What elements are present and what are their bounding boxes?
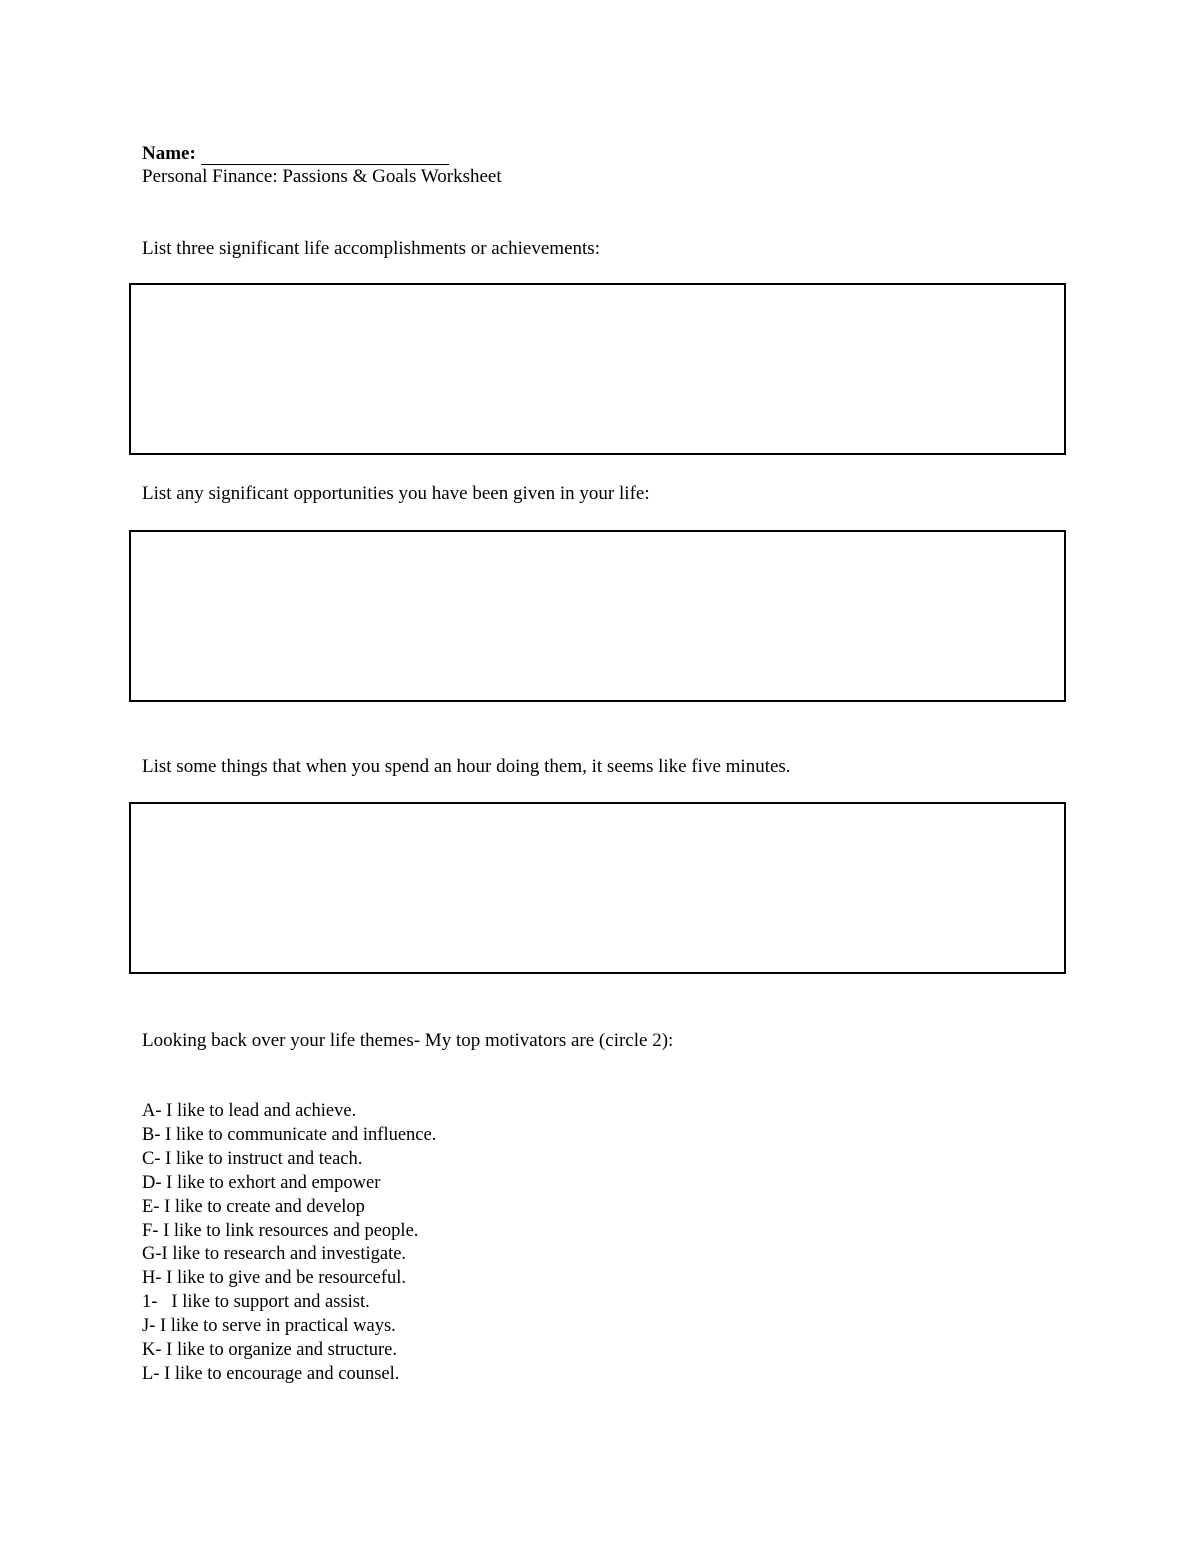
motivator-option[interactable] (142, 1100, 436, 1124)
option-marker: G- (142, 1244, 162, 1265)
motivators-prompt: Looking back over your life themes- My top motivators are (circle 2): (142, 1030, 674, 1051)
name-field-row (142, 143, 449, 165)
option-marker: E- (142, 1196, 160, 1217)
motivator-option[interactable] (142, 1267, 436, 1291)
option-text: I like to exhort and empower (166, 1172, 381, 1193)
motivator-option[interactable] (142, 1363, 436, 1387)
question-1-answer-box[interactable] (129, 283, 1066, 455)
option-marker: J- (142, 1316, 156, 1337)
option-marker: L- (142, 1363, 160, 1384)
option-text: I like to organize and structure. (166, 1340, 397, 1361)
option-text: I like to create and develop (164, 1196, 365, 1217)
option-marker: F- (142, 1220, 159, 1241)
option-marker: 1- (142, 1292, 158, 1313)
motivator-option[interactable] (142, 1339, 436, 1363)
option-marker: H- (142, 1268, 162, 1289)
option-text: I like to instruct and teach. (165, 1148, 363, 1169)
worksheet-title: Personal Finance: Passions & Goals Worksheet (142, 166, 502, 187)
option-text: I like to communicate and influence. (165, 1124, 437, 1145)
question-2-prompt: List any significant opportunities you have been given in your life: (142, 483, 650, 504)
question-3-prompt: List some things that when you spend an hour doing them, it seems like five minutes. (142, 756, 791, 777)
option-text: I like to lead and achieve. (166, 1101, 357, 1121)
question-1-prompt: List three significant life accomplishments or achievements: (142, 238, 600, 259)
name-label: Name: (142, 143, 196, 164)
option-marker: D- (142, 1172, 162, 1193)
question-2-answer-box[interactable] (129, 530, 1066, 702)
motivator-option[interactable] (142, 1124, 436, 1148)
option-text: I like to support and assist. (171, 1292, 370, 1313)
motivator-option[interactable] (142, 1148, 436, 1172)
option-text: I like to research and investigate. (161, 1244, 407, 1265)
motivator-options-list (142, 1100, 436, 1387)
option-marker: C- (142, 1148, 161, 1169)
motivator-option[interactable] (142, 1315, 436, 1339)
name-blank-line[interactable] (201, 146, 449, 165)
option-text: I like to encourage and counsel. (164, 1363, 400, 1384)
motivator-option[interactable] (142, 1220, 436, 1244)
question-3-answer-box[interactable] (129, 802, 1066, 974)
option-text: I like to give and be resourceful. (166, 1268, 407, 1289)
motivator-option[interactable] (142, 1291, 436, 1315)
motivator-option[interactable] (142, 1243, 436, 1267)
option-text: I like to link resources and people. (163, 1220, 419, 1241)
option-marker: K- (142, 1340, 162, 1361)
option-text: I like to serve in practical ways. (160, 1316, 396, 1337)
motivator-option[interactable] (142, 1196, 436, 1220)
option-marker: A- (142, 1101, 162, 1121)
motivator-option[interactable] (142, 1172, 436, 1196)
option-marker: B- (142, 1124, 161, 1145)
